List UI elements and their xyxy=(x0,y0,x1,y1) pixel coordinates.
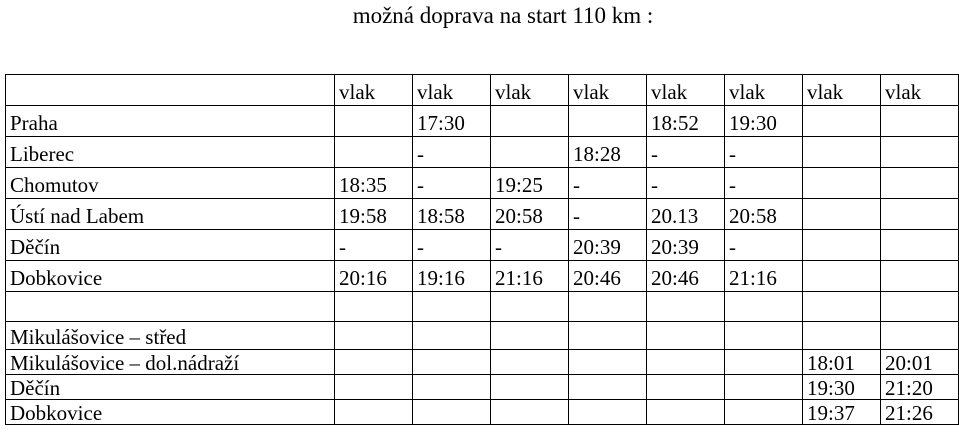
station-cell: Dobkovice xyxy=(6,261,335,292)
time-cell: 21:26 xyxy=(881,400,959,425)
time-cell: 20:58 xyxy=(725,199,803,230)
time-cell xyxy=(335,292,413,322)
time-cell xyxy=(491,400,569,425)
time-cell: vlak xyxy=(881,75,959,106)
time-cell xyxy=(335,350,413,375)
time-cell: 18:35 xyxy=(335,168,413,199)
time-cell: - xyxy=(647,137,725,168)
timetable xyxy=(5,74,959,425)
time-cell xyxy=(413,322,491,350)
time-cell: 19:30 xyxy=(725,106,803,137)
time-cell: - xyxy=(335,230,413,261)
time-cell xyxy=(881,106,959,137)
time-cell xyxy=(803,261,881,292)
table-row xyxy=(6,230,959,261)
time-cell xyxy=(725,350,803,375)
table-row xyxy=(6,261,959,292)
time-cell xyxy=(803,230,881,261)
time-cell: - xyxy=(725,230,803,261)
time-cell xyxy=(881,292,959,322)
station-cell: Děčín xyxy=(6,375,335,400)
time-cell: vlak xyxy=(803,75,881,106)
time-cell xyxy=(491,137,569,168)
time-cell: 21:16 xyxy=(725,261,803,292)
station-cell: Mikulášovice – střed xyxy=(6,322,335,350)
time-cell xyxy=(647,400,725,425)
time-cell: 21:16 xyxy=(491,261,569,292)
time-cell: vlak xyxy=(725,75,803,106)
table-row xyxy=(6,350,959,375)
table-row xyxy=(6,199,959,230)
station-cell: Liberec xyxy=(6,137,335,168)
station-cell: Dobkovice xyxy=(6,400,335,425)
time-cell xyxy=(725,322,803,350)
time-cell xyxy=(413,292,491,322)
time-cell xyxy=(725,292,803,322)
time-cell xyxy=(881,168,959,199)
time-cell xyxy=(335,137,413,168)
time-cell xyxy=(803,292,881,322)
time-cell: 20:39 xyxy=(569,230,647,261)
time-cell xyxy=(647,350,725,375)
station-cell xyxy=(6,292,335,322)
table-row xyxy=(6,292,959,322)
time-cell xyxy=(881,137,959,168)
table-row xyxy=(6,137,959,168)
station-cell: Ústí nad Labem xyxy=(6,199,335,230)
time-cell xyxy=(569,292,647,322)
time-cell xyxy=(413,400,491,425)
time-cell xyxy=(413,350,491,375)
time-cell: - xyxy=(413,168,491,199)
time-cell: vlak xyxy=(335,75,413,106)
time-cell: 20:16 xyxy=(335,261,413,292)
time-cell xyxy=(803,106,881,137)
station-cell: Mikulášovice – dol.nádraží xyxy=(6,350,335,375)
time-cell xyxy=(725,375,803,400)
table-row xyxy=(6,400,959,425)
time-cell xyxy=(335,400,413,425)
time-cell xyxy=(491,375,569,400)
station-cell xyxy=(6,75,335,106)
time-cell: 18:28 xyxy=(569,137,647,168)
time-cell: - xyxy=(569,199,647,230)
table-row xyxy=(6,322,959,350)
time-cell xyxy=(491,322,569,350)
time-cell: - xyxy=(647,168,725,199)
time-cell: 19:30 xyxy=(803,375,881,400)
time-cell: 20:46 xyxy=(569,261,647,292)
time-cell: vlak xyxy=(647,75,725,106)
time-cell xyxy=(569,106,647,137)
table-row xyxy=(6,375,959,400)
time-cell xyxy=(803,322,881,350)
time-cell: - xyxy=(491,230,569,261)
time-cell xyxy=(803,168,881,199)
time-cell: - xyxy=(725,137,803,168)
time-cell: 19:16 xyxy=(413,261,491,292)
time-cell xyxy=(881,199,959,230)
time-cell xyxy=(335,322,413,350)
time-cell xyxy=(647,292,725,322)
station-cell: Chomutov xyxy=(6,168,335,199)
time-cell: 19:37 xyxy=(803,400,881,425)
time-cell: 20:46 xyxy=(647,261,725,292)
station-cell: Praha xyxy=(6,106,335,137)
time-cell: 17:30 xyxy=(413,106,491,137)
time-cell xyxy=(491,106,569,137)
time-cell xyxy=(647,322,725,350)
time-cell: 20:01 xyxy=(881,350,959,375)
time-cell xyxy=(803,137,881,168)
time-cell xyxy=(881,322,959,350)
time-cell: vlak xyxy=(569,75,647,106)
time-cell xyxy=(335,106,413,137)
time-cell xyxy=(491,350,569,375)
time-cell xyxy=(569,400,647,425)
time-cell xyxy=(413,375,491,400)
time-cell: - xyxy=(413,230,491,261)
time-cell: 19:25 xyxy=(491,168,569,199)
time-cell: 20:39 xyxy=(647,230,725,261)
time-cell: 18:01 xyxy=(803,350,881,375)
time-cell: - xyxy=(725,168,803,199)
time-cell: 18:52 xyxy=(647,106,725,137)
time-cell xyxy=(569,322,647,350)
time-cell xyxy=(647,375,725,400)
time-cell: 21:20 xyxy=(881,375,959,400)
table-row xyxy=(6,168,959,199)
time-cell xyxy=(335,375,413,400)
table-row xyxy=(6,106,959,137)
time-cell: 18:58 xyxy=(413,199,491,230)
time-cell xyxy=(881,230,959,261)
time-cell: vlak xyxy=(413,75,491,106)
station-cell: Děčín xyxy=(6,230,335,261)
time-cell: vlak xyxy=(491,75,569,106)
page-title: možná doprava na start 110 km : xyxy=(352,3,654,28)
time-cell: - xyxy=(569,168,647,199)
time-cell: 20.13 xyxy=(647,199,725,230)
time-cell xyxy=(491,292,569,322)
header-row xyxy=(6,75,959,106)
time-cell xyxy=(881,261,959,292)
time-cell xyxy=(725,400,803,425)
time-cell: - xyxy=(413,137,491,168)
time-cell: 19:58 xyxy=(335,199,413,230)
time-cell: 20:58 xyxy=(491,199,569,230)
time-cell xyxy=(569,350,647,375)
time-cell xyxy=(803,199,881,230)
time-cell xyxy=(569,375,647,400)
